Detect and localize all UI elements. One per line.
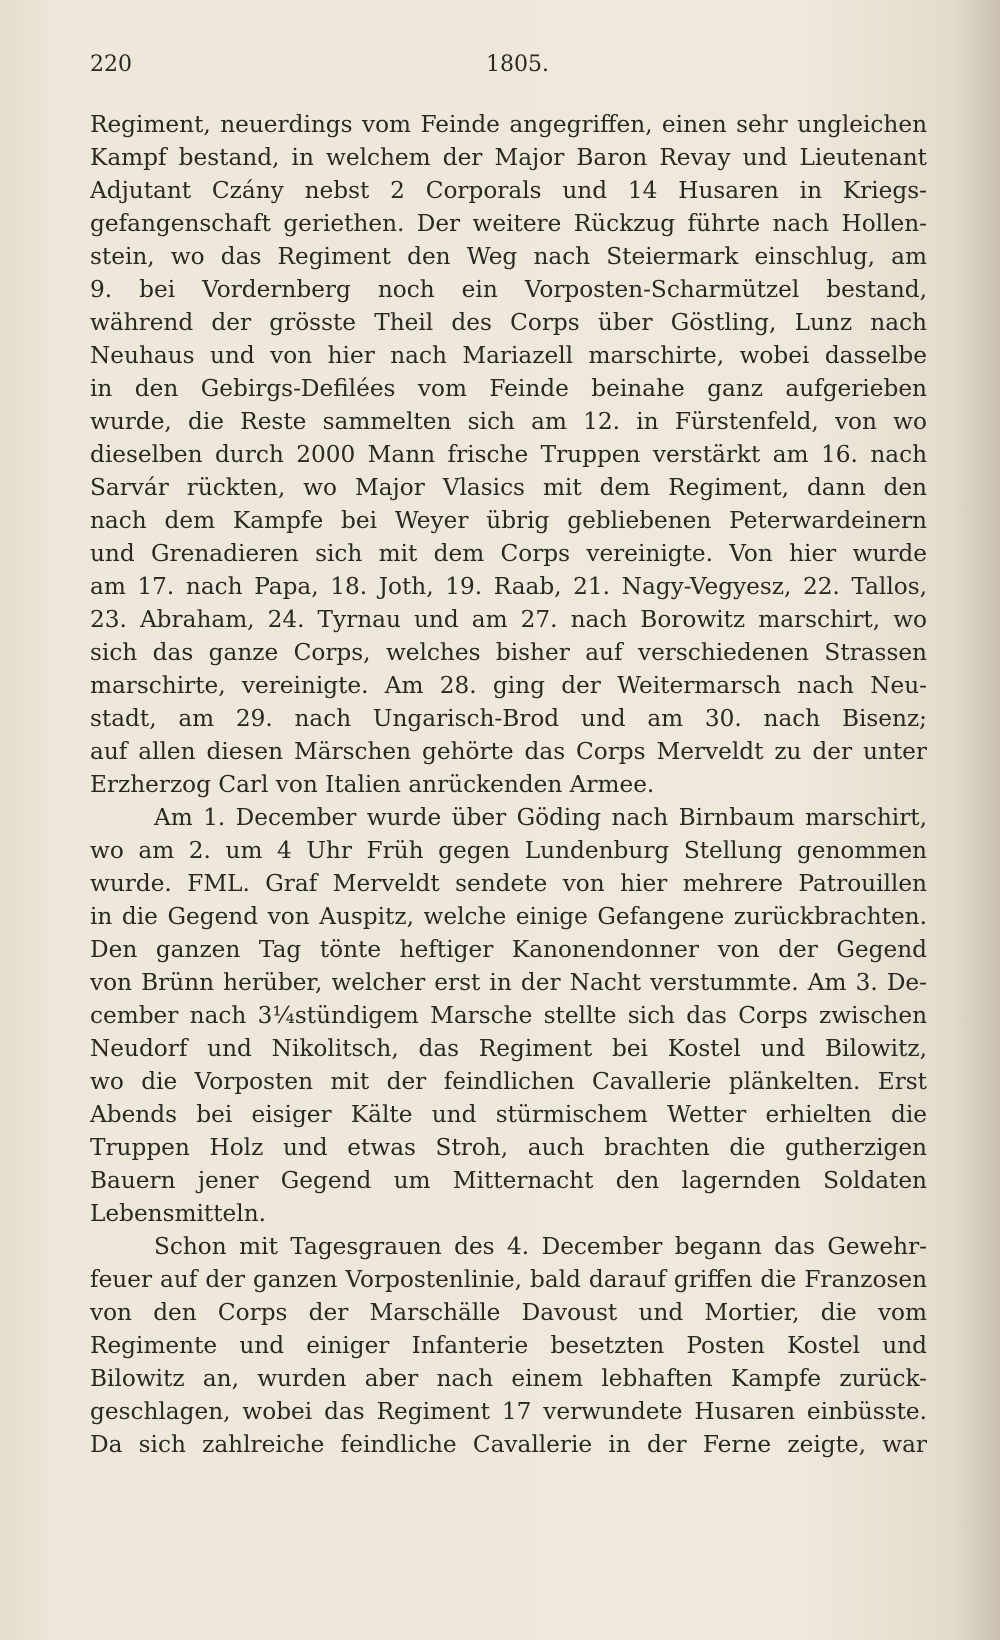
text-line: wurde. FML. Graf Merveldt sendete von hier mehrere Patrouillen (90, 870, 927, 897)
text-line: 23. Abraham, 24. Tyrnau und am 27. nach Borowitz marschirt, wo (90, 606, 927, 633)
text-line: nach dem Kampfe bei Weyer übrig gebliebenen Peterwardeinern (90, 507, 927, 534)
text-line: von Brünn herüber, welcher erst in der Nacht verstummte. Am 3. De- (90, 969, 927, 996)
body-text (90, 108, 927, 1461)
text-line: Kampf bestand, in welchem der Major Baron Revay und Lieutenant (90, 144, 927, 171)
text-line: in die Gegend von Auspitz, welche einige Gefangene zurückbrachten. (90, 903, 927, 930)
text-line: gefangenschaft geriethen. Der weitere Rückzug führte nach Hollen- (90, 210, 927, 237)
text-line: Neuhaus und von hier nach Mariazell marschirte, wobei dasselbe (90, 342, 927, 369)
text-line: geschlagen, wobei das Regiment 17 verwundete Husaren einbüsste. (90, 1398, 927, 1425)
text-line: Schon mit Tagesgrauen des 4. December begann das Gewehr- (154, 1233, 927, 1260)
text-line: wurde, die Reste sammelten sich am 12. in Fürstenfeld, von wo (90, 408, 927, 435)
running-header (90, 52, 927, 86)
text-line: Truppen Holz und etwas Stroh, auch brachten die gutherzigen (90, 1134, 927, 1161)
text-line: feuer auf der ganzen Vorpostenlinie, bald darauf griffen die Franzosen (90, 1266, 927, 1293)
text-line: Lebensmitteln. (90, 1200, 267, 1227)
text-line: auf allen diesen Märschen gehörte das Corps Merveldt zu der unter (90, 738, 927, 765)
text-line: marschirte, vereinigte. Am 28. ging der Weitermarsch nach Neu- (90, 672, 927, 699)
text-line: stein, wo das Regiment den Weg nach Steiermark einschlug, am (90, 243, 927, 270)
text-line: dieselben durch 2000 Mann frische Truppen verstärkt am 16. nach (90, 441, 927, 468)
text-line: wo die Vorposten mit der feindlichen Cavallerie plänkelten. Erst (90, 1068, 927, 1095)
text-line: Regiment, neuerdings vom Feinde angegriffen, einen sehr ungleichen (90, 111, 927, 138)
text-line: am 17. nach Papa, 18. Joth, 19. Raab, 21. Nagy-Vegyesz, 22. Tallos, (90, 573, 927, 600)
text-line: Bilowitz an, wurden aber nach einem lebhaften Kampfe zurück- (90, 1365, 927, 1392)
text-line: Abends bei eisiger Kälte und stürmischem Wetter erhielten die (90, 1101, 927, 1128)
text-line: während der grösste Theil des Corps über Göstling, Lunz nach (90, 309, 927, 336)
text-line: Da sich zahlreiche feindliche Cavallerie in der Ferne zeigte, war (90, 1431, 927, 1458)
text-line: cember nach 3¼stündigem Marsche stellte sich das Corps zwischen (90, 1002, 927, 1029)
text-line: von den Corps der Marschälle Davoust und Mortier, die vom (90, 1299, 927, 1326)
page-number: 220 (90, 52, 132, 77)
text-line: Neudorf und Nikolitsch, das Regiment bei Kostel und Bilowitz, (90, 1035, 927, 1062)
text-line: Den ganzen Tag tönte heftiger Kanonendonner von der Gegend (90, 936, 927, 963)
text-line: Erzherzog Carl von Italien anrückenden Armee. (90, 771, 655, 798)
text-line: wo am 2. um 4 Uhr Früh gegen Lundenburg Stellung genommen (90, 837, 927, 864)
text-line: und Grenadieren sich mit dem Corps vereinigte. Von hier wurde (90, 540, 927, 567)
text-line: Bauern jener Gegend um Mitternacht den lagernden Soldaten (90, 1167, 927, 1194)
text-line: Adjutant Czány nebst 2 Corporals und 14 Husaren in Kriegs- (90, 177, 927, 204)
text-line: Sarvár rückten, wo Major Vlasics mit dem Regiment, dann den (90, 474, 927, 501)
text-line: stadt, am 29. nach Ungarisch-Brod und am 30. nach Bisenz; (90, 705, 927, 732)
text-line: sich das ganze Corps, welches bisher auf verschiedenen Strassen (90, 639, 927, 666)
text-line: Am 1. December wurde über Göding nach Birnbaum marschirt, (154, 804, 927, 831)
text-line: in den Gebirgs-Defilées vom Feinde beinahe ganz aufgerieben (90, 375, 927, 402)
text-line: 9. bei Vordernberg noch ein Vorposten-Scharmützel bestand, (90, 276, 927, 303)
text-line: Regimente und einiger Infanterie besetzten Posten Kostel und (90, 1332, 927, 1359)
running-head-year: 1805. (486, 52, 549, 77)
